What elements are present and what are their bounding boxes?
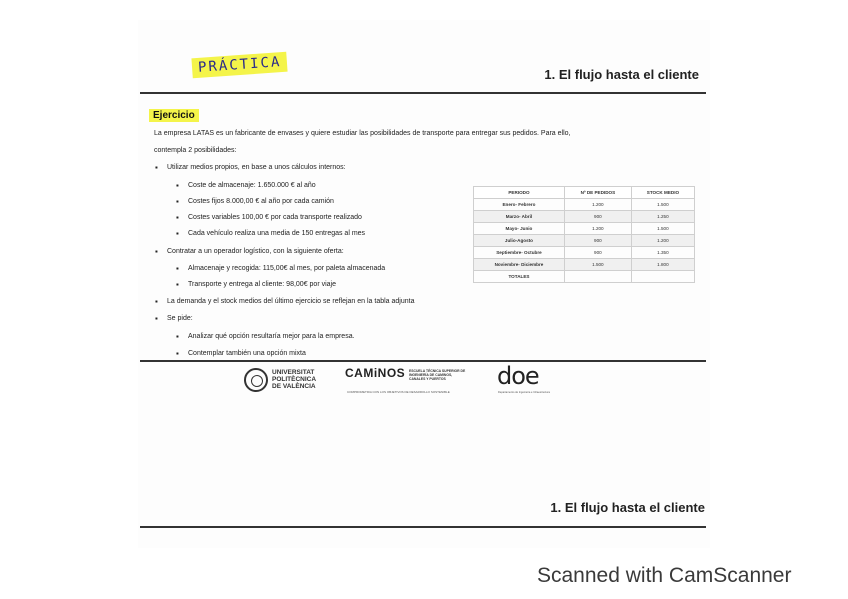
table-row-totals	[474, 271, 695, 283]
table-cell: 900	[564, 211, 631, 223]
table-cell	[631, 271, 694, 283]
caminos-wordmark: CAMiNOS	[345, 366, 406, 380]
option-1-item: ▪ Coste de almacenaje: 1.650.000 € al año	[188, 182, 316, 189]
upv-logo-text: UNIVERSITAT POLITÈCNICA DE VALÈNCIA	[272, 369, 317, 390]
demand-note: ▪ La demanda y el stock medios del último ejercicio se reflejan en la tabla adjunta	[167, 298, 414, 305]
caminos-subtitle: ESCUELA TÉCNICA SUPERIOR DE INGENIERÍA DE CAMINOS, CANALES Y PUERTOS	[409, 369, 466, 381]
option-1-item: ▪ Cada vehículo realiza una media de 150 entregas al mes	[188, 230, 365, 237]
upv-seal-icon	[244, 368, 268, 392]
option-1-item: ▪ Costes fijos 8.000,00 € al año por cada camión	[188, 198, 334, 205]
table-cell: 1.500	[631, 199, 694, 211]
intro-line-1: La empresa LATAS es un fabricante de envases y quiere estudiar las posibilidades de transporte para entregar sus pedidos. Para ello,	[154, 130, 571, 137]
orders-stock-table	[473, 186, 695, 283]
table-cell: Noviembre- Diciembre	[474, 259, 565, 271]
caminos-logo	[345, 366, 480, 396]
intro-line-2: contempla 2 posibilidades:	[154, 147, 237, 154]
table-cell: 1.350	[631, 247, 694, 259]
table-row	[474, 247, 695, 259]
table-cell: 1.200	[564, 199, 631, 211]
footer-divider	[140, 360, 706, 362]
table-cell: 1.200	[631, 235, 694, 247]
slide-2-title: 1. El flujo hasta el cliente	[550, 500, 705, 515]
table-cell: 900	[564, 235, 631, 247]
option-2-item: ▪ Transporte y entrega al cliente: 98,00€ por viaje	[188, 281, 336, 288]
table-cell: 900	[564, 247, 631, 259]
slide-title: 1. El flujo hasta el cliente	[544, 67, 699, 82]
table-row	[474, 211, 695, 223]
table-cell: Septiembre- Octubre	[474, 247, 565, 259]
table-header: STOCK MEDIO	[631, 187, 694, 199]
table-cell: Marzo- Abril	[474, 211, 565, 223]
table-row	[474, 199, 695, 211]
slide-2-divider	[140, 526, 706, 528]
table-cell: 1.500	[564, 259, 631, 271]
table-cell: 1.200	[564, 223, 631, 235]
section-label-ejercicio: Ejercicio	[149, 109, 199, 122]
handwritten-practica-label: PRÁCTICA	[191, 52, 288, 79]
option-1: ▪ Utilizar medios propios, en base a unos cálculos internos:	[167, 164, 346, 171]
ask-item: ▪ Contemplar también una opción mixta	[188, 350, 306, 357]
table-cell: 1.800	[631, 259, 694, 271]
table-cell: TOTALES	[474, 271, 565, 283]
table-cell: Julio-Agosto	[474, 235, 565, 247]
table-row	[474, 259, 695, 271]
table-header-row	[474, 187, 695, 199]
table-header: PERIODO	[474, 187, 565, 199]
table-cell	[564, 271, 631, 283]
table-row	[474, 223, 695, 235]
table-cell: 1.500	[631, 223, 694, 235]
option-1-item: ▪ Costes variables 100,00 € por cada transporte realizado	[188, 214, 362, 221]
doe-subtitle: Departamento de Ingeniería e Infraestructura	[498, 391, 550, 394]
title-divider	[140, 92, 706, 94]
table-header: Nº DE PEDIDOS	[564, 187, 631, 199]
caminos-footnote: COMPROMETIDA CON LOS OBJETIVOS DE DESARROLLO SOSTENIBLE	[347, 390, 450, 394]
option-2: ▪ Contratar a un operador logístico, con la siguiente oferta:	[167, 248, 344, 255]
table-cell: 1.250	[631, 211, 694, 223]
table-cell: Enero- Febrero	[474, 199, 565, 211]
asks-heading: ▪ Se pide:	[167, 315, 193, 322]
doe-wordmark: doe	[497, 362, 539, 390]
table-row	[474, 235, 695, 247]
option-2-item: ▪ Almacenaje y recogida: 115,00€ al mes, por paleta almacenada	[188, 265, 385, 272]
camscanner-watermark: Scanned with CamScanner	[537, 564, 792, 587]
upv-logo	[244, 366, 328, 394]
doe-logo	[497, 364, 567, 398]
ask-item: ▪ Analizar qué opción resultaría mejor para la empresa.	[188, 333, 355, 340]
table-cell: Mayo- Junio	[474, 223, 565, 235]
